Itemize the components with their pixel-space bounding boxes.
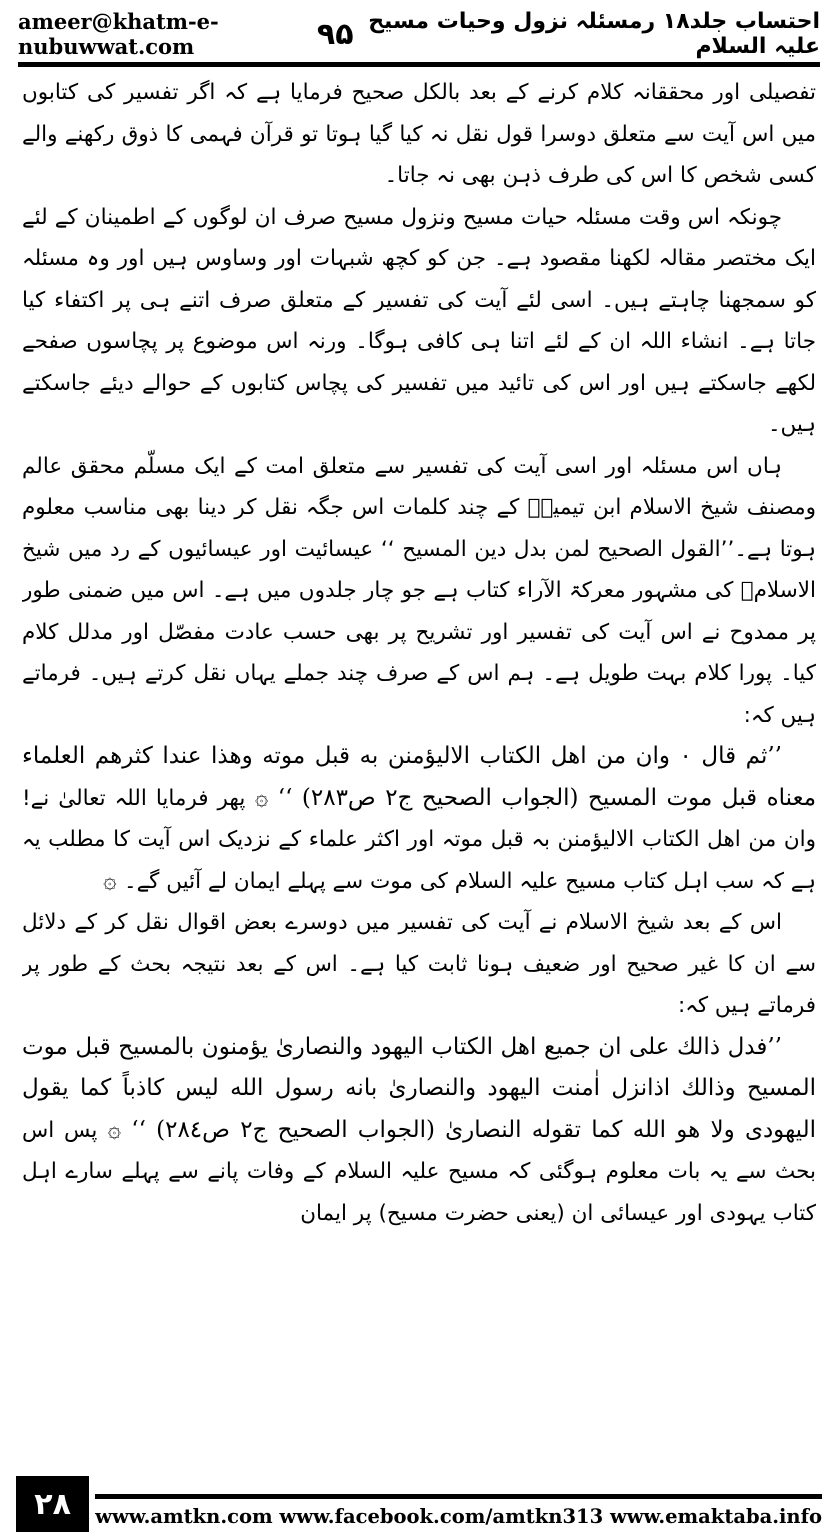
footer-page-number: ۲۸ (16, 1476, 89, 1532)
quote-2-arabic: ’’فدل ذالك علی ان جمیع اهل الكتاب الیهود والنصاریٰ یؤمنون بالمسیح قبل موت المسیح وذالك اذانزل اٰمنت الیهود والنصاریٰ بانه رسول الله لیس كاذباً كما یقول الیهودی ولا هو الله كما تقوله النصاریٰ (الجواب الصحیح ج۲ ص۲۸٤) ‘‘ (22, 1033, 816, 1143)
header-title: احتساب جلد۱۸ رمسئلہ نزول وحیات مسیح علیہ السلام (368, 9, 820, 59)
quote-2-translation: پس اس بحث سے یہ بات معلوم ہوگئی کہ مسیح علیہ السلام کے وفات پانے سے پہلے سارے اہل کتاب یہودی اور عیسائی ان (یعنی حضرت مسیح) پر ایمان (22, 1117, 816, 1226)
quote-2 (22, 1027, 816, 1235)
header-title-group (317, 9, 820, 59)
page-footer (16, 1474, 822, 1532)
header-rule (18, 62, 820, 67)
paragraph-3: ہاں اس مسئلہ اور اسی آیت کی تفسیر سے متعلق امت کے ایک مسلّم محقق عالم ومصنف شیخ الاسلام ابن تیمیہؒ کے چند کلمات اس جگہ نقل کر دینا بھی مناسب معلوم ہوتا ہے۔’’القول الصحیح لمن بدل دین المسیح ‘‘ عیسائیت اور عیسائیوں کے رد میں شیخ الاسلامؒ کی مشہور معرکۃ الآراء کتاب ہے جو چار جلدوں میں ہے۔ اس میں ضمنی طور پر ممدوح نے اس آیت کی تفسیر اور تشریح پر بھی حسب عادت مفصّل اور مدلل کلام کیا۔ پورا کلام بہت طویل ہے۔ ہم اس کے صرف چند جملے یہاں نقل کرتے ہیں۔ فرماتے ہیں کہ: (22, 453, 816, 728)
header-page-number: ۹۵ (316, 16, 354, 52)
paragraph-2: چونکہ اس وقت مسئلہ حیات مسیح ونزول مسیح صرف ان لوگوں کے اطمینان کے لئے ایک مختصر مقالہ لکھنا مقصود ہے۔ جن کو کچھ شبہات اور وساوس ہیں اور وہ مسئلہ کو سمجھنا چاہتے ہیں۔ اسی لئے آیت کی تفسیر کے متعلق صرف اتنے ہی پر اکتفاء کیا جاتا ہے۔ انشاء اللہ ان کے لئے اتنا ہی کافی ہوگا۔ ورنہ اس موضوع پر پچاسوں صفحے لکھے جاسکتے ہیں اور اس کی تائید میں تفسیر کی پچاس کتابوں کے حوالے دیئے جاسکتے ہیں۔ (22, 204, 816, 437)
quote-1-translation: پھر فرمایا اللہ تعالیٰ نے! وان من اھل الکتاب الالیؤمنن بہ قبل موتہ اور اکثر علماء کے نزدیک اس آیت کا مطلب یہ ہے کہ سب اہل کتاب مسیح علیہ السلام کی موت سے پہلے ایمان لے آئیں گے۔ (22, 785, 816, 894)
footer-links-area (95, 1494, 822, 1532)
ornament-icon: ۞ (254, 784, 269, 811)
ornament-icon: ۞ (103, 867, 117, 894)
paragraph-1: تفصیلی اور محققانہ کلام کرنے کے بعد بالکل صحیح فرمایا ہے کہ اگر تفسیر کی کتابوں میں اس آیت سے متعلق دوسرا قول نقل نہ کیا گیا ہوتا تو قرآن فہمی کا ذوق رکھنے والے کسی شخص کا اس کی طرف ذہن بھی نہ جاتا۔ (22, 80, 816, 188)
footer-urls: www.amtkn.com www.facebook.com/amtkn313 www.emaktaba.info (95, 1505, 822, 1528)
ornament-icon: ۞ (107, 1116, 122, 1143)
quote-1-arabic: ’’ثم قال ۰ وان من اهل الكتاب الالیؤمنن به قبل موته وهذا عندا كثرهم العلماء معناه قبل موت المسیح (الجواب الصحیح ج۲ ص۲۸۳) ‘‘ (22, 743, 816, 811)
page-body (22, 72, 816, 1460)
page-header (18, 8, 820, 60)
quote-1 (22, 736, 816, 902)
footer-rule (95, 1494, 822, 1499)
paragraph-4: اس کے بعد شیخ الاسلام نے آیت کی تفسیر میں دوسرے بعض اقوال نقل کر کے دلائل سے ان کا غیر صحیح اور ضعیف ہونا ثابت کیا ہے۔ اس کے بعد نتیجہ بحث کے طور پر فرماتے ہیں کہ: (22, 910, 816, 1018)
header-email: ameer@khatm-e-nubuwwat.com (18, 9, 219, 59)
